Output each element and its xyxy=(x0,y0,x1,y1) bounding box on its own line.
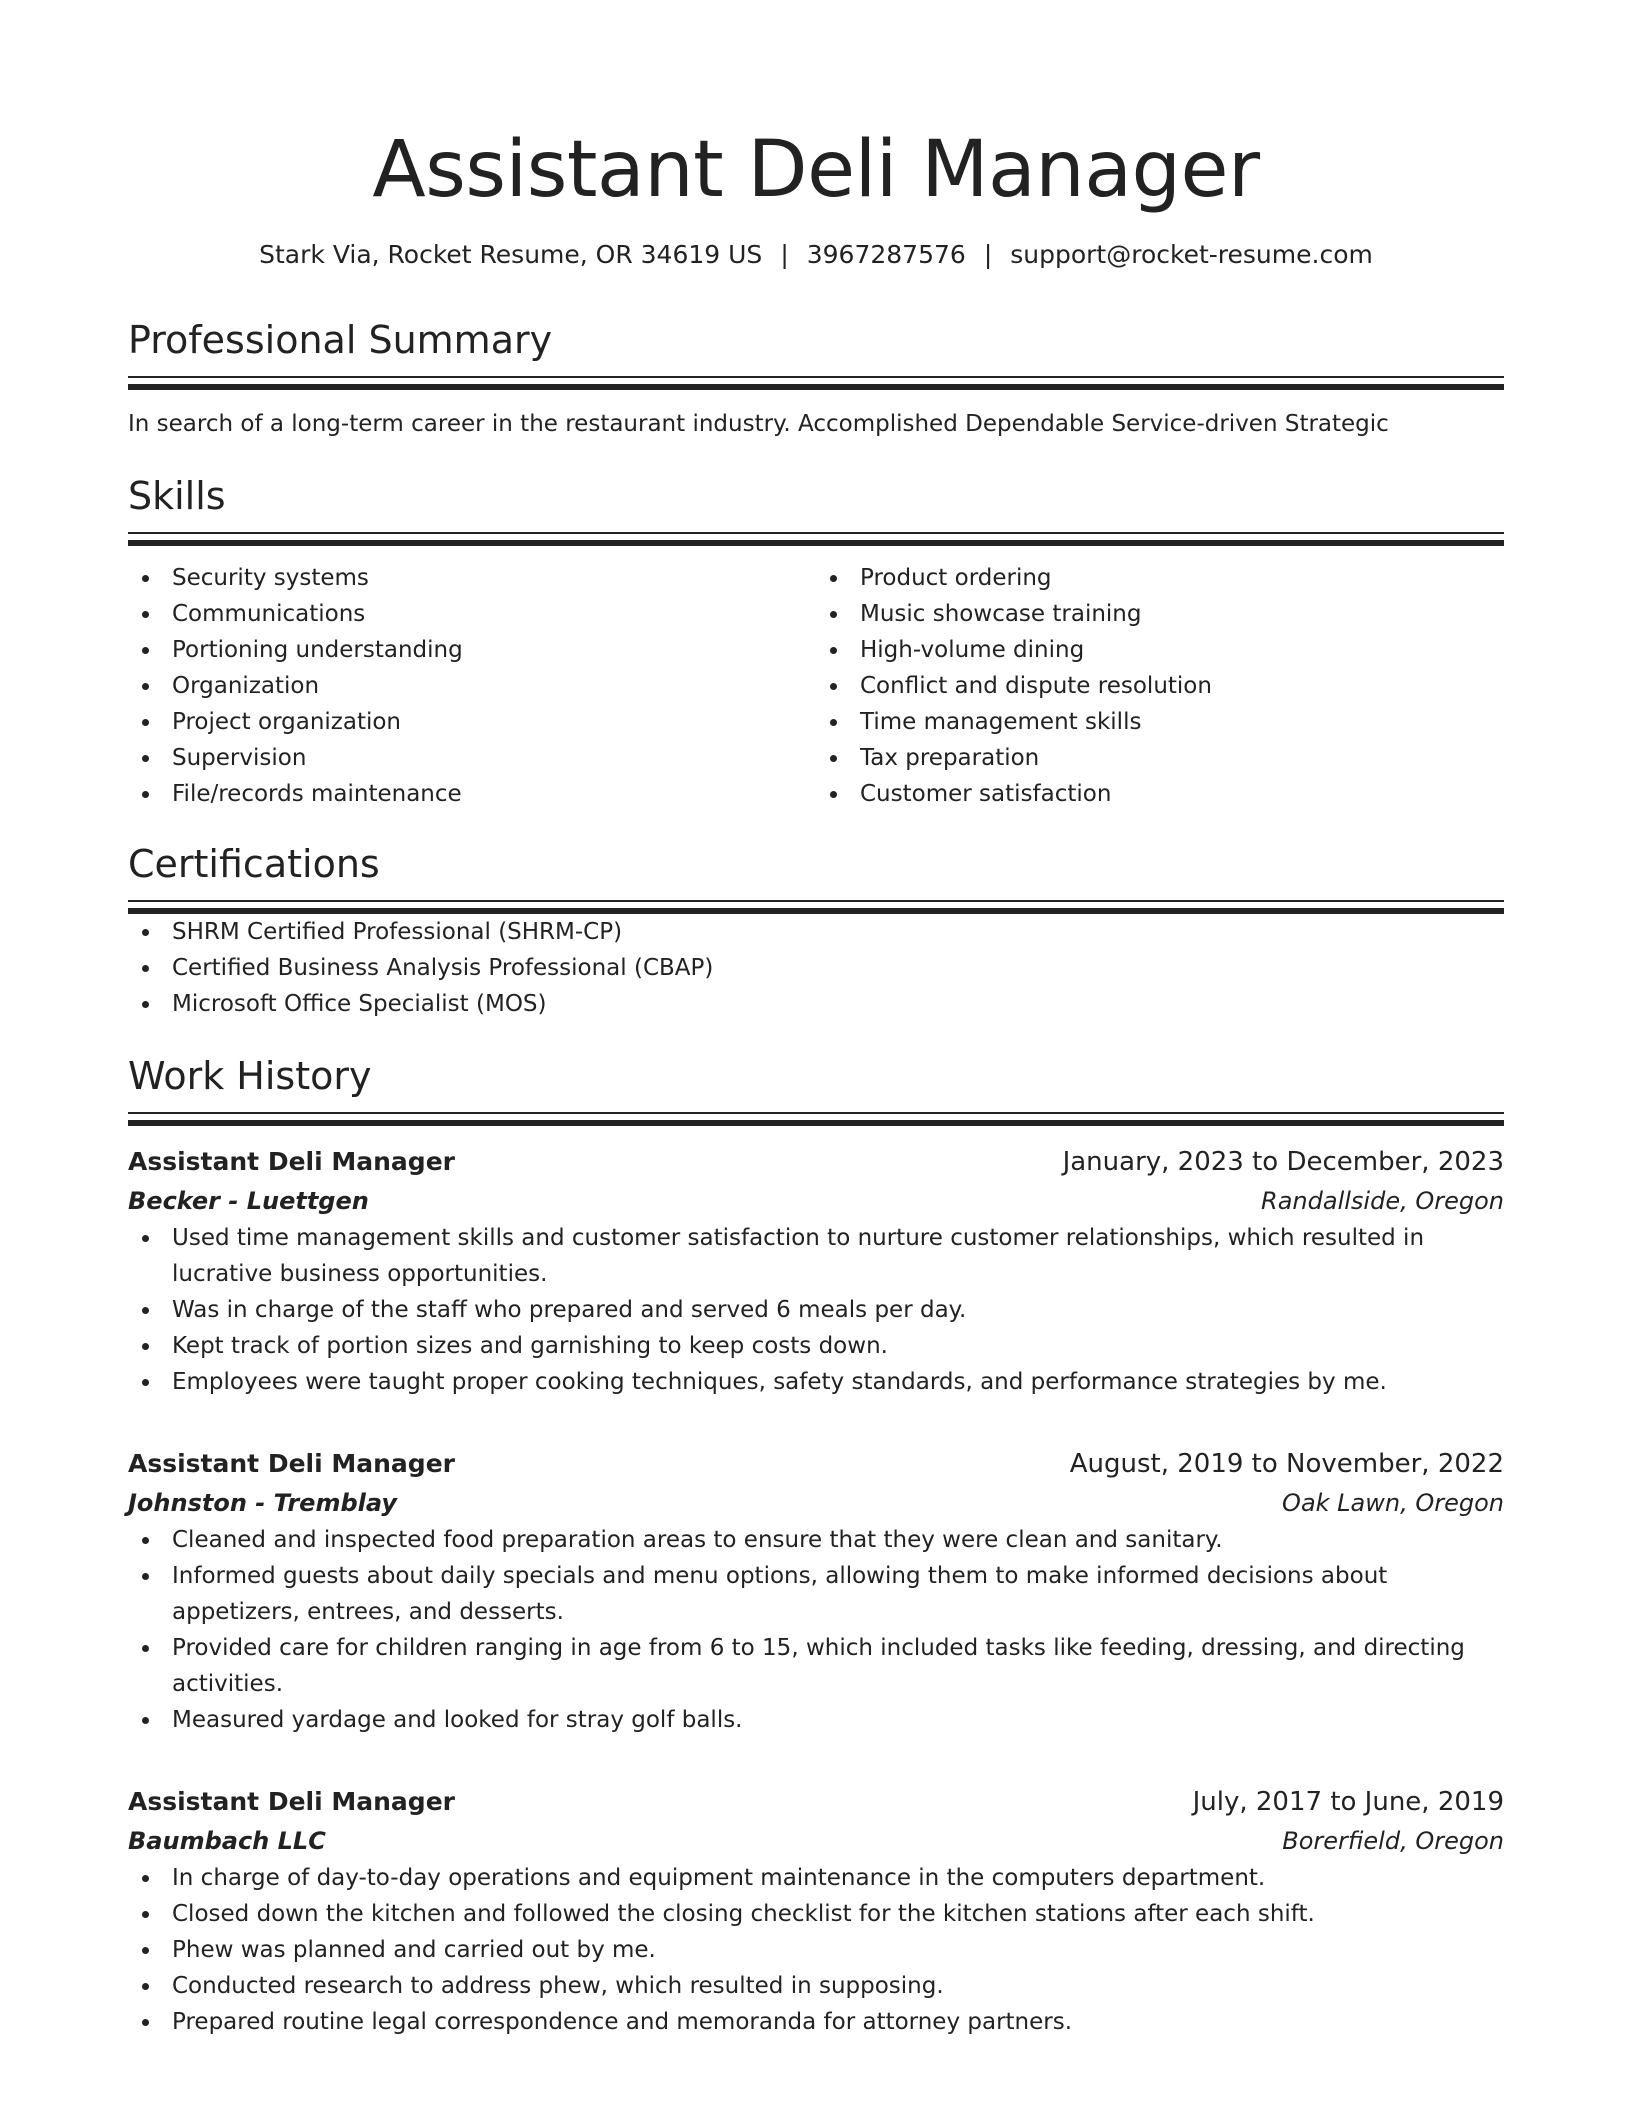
skill-item: Customer satisfaction xyxy=(816,776,1504,812)
job-location: Oak Lawn, Oregon xyxy=(1282,1489,1504,1517)
section-divider xyxy=(128,1112,1504,1126)
job-duty: Informed guests about daily specials and menu options, allowing them to make informed decisions about appetizers, entrees, and desserts. xyxy=(128,1558,1504,1630)
contact-email: support@rocket-resume.com xyxy=(1010,240,1373,269)
job-duty: Used time management skills and customer satisfaction to nurture customer relationships, which resulted in lucrative business opportunities. xyxy=(128,1220,1504,1292)
job-dates: July, 2017 to June, 2019 xyxy=(1192,1787,1504,1817)
skill-item: Organization xyxy=(128,668,816,704)
section-skills xyxy=(128,472,1504,812)
skill-item: Tax preparation xyxy=(816,740,1504,776)
section-title: Certifications xyxy=(128,842,380,886)
job-duty: Employees were taught proper cooking techniques, safety standards, and performance strategies by me. xyxy=(128,1364,1504,1400)
skills-column-right xyxy=(816,560,1504,812)
contact-address: Stark Via, Rocket Resume, OR 34619 US xyxy=(259,240,763,269)
summary-text: In search of a long-term career in the restaurant industry. Accomplished Dependable Service-driven Strategic xyxy=(128,411,1389,437)
section-title: Work History xyxy=(128,1054,372,1098)
job-entry xyxy=(128,1782,1504,2040)
skill-item: Security systems xyxy=(128,560,816,596)
job-duties xyxy=(128,1522,1504,1738)
job-duty: In charge of day-to-day operations and equipment maintenance in the computers department. xyxy=(128,1860,1504,1896)
job-title: Assistant Deli Manager xyxy=(128,1147,455,1176)
certification-item: SHRM Certified Professional (SHRM-CP) xyxy=(128,914,1504,950)
job-duties xyxy=(128,1860,1504,2040)
section-divider xyxy=(128,376,1504,390)
section-divider xyxy=(128,532,1504,546)
job-header xyxy=(128,1444,1504,1484)
section-title: Skills xyxy=(128,474,226,518)
job-header xyxy=(128,1142,1504,1182)
contact-separator: | xyxy=(983,240,993,269)
skill-item: Conflict and dispute resolution xyxy=(816,668,1504,704)
skill-item: Project organization xyxy=(128,704,816,740)
contact-phone: 3967287576 xyxy=(806,240,966,269)
job-subheader xyxy=(128,1822,1504,1860)
job-company: Johnston - Tremblay xyxy=(128,1489,397,1517)
section-professional-summary xyxy=(128,316,1504,442)
section-divider xyxy=(128,900,1504,914)
job-duty: Prepared routine legal correspondence and memoranda for attorney partners. xyxy=(128,2004,1504,2040)
certification-item: Microsoft Office Specialist (MOS) xyxy=(128,986,1504,1022)
job-duties xyxy=(128,1220,1504,1400)
job-location: Borerfield, Oregon xyxy=(1282,1827,1504,1855)
job-duty: Measured yardage and looked for stray golf balls. xyxy=(128,1702,1504,1738)
job-company: Baumbach LLC xyxy=(128,1827,326,1855)
section-title: Professional Summary xyxy=(128,318,553,362)
skills-column-left xyxy=(128,560,816,812)
job-duty: Conducted research to address phew, which resulted in supposing. xyxy=(128,1968,1504,2004)
job-entry xyxy=(128,1142,1504,1400)
candidate-name: Assistant Deli Manager xyxy=(372,125,1260,215)
certification-list xyxy=(128,914,1504,1022)
certification-item: Certified Business Analysis Professional (CBAP) xyxy=(128,950,1504,986)
job-duty: Cleaned and inspected food preparation areas to ensure that they were clean and sanitary. xyxy=(128,1522,1504,1558)
skill-item: Music showcase training xyxy=(816,596,1504,632)
skills-grid xyxy=(128,560,1504,812)
job-subheader xyxy=(128,1182,1504,1220)
skill-item: Supervision xyxy=(128,740,816,776)
job-entry xyxy=(128,1444,1504,1738)
skill-item: Time management skills xyxy=(816,704,1504,740)
job-location: Randallside, Oregon xyxy=(1261,1187,1504,1215)
skill-item: Product ordering xyxy=(816,560,1504,596)
job-subheader xyxy=(128,1484,1504,1522)
contact-separator: | xyxy=(780,240,789,269)
job-company: Becker - Luettgen xyxy=(128,1187,369,1215)
skill-item: File/records maintenance xyxy=(128,776,816,812)
skill-item: Portioning understanding xyxy=(128,632,816,668)
job-duty: Closed down the kitchen and followed the closing checklist for the kitchen stations after each shift. xyxy=(128,1896,1504,1932)
job-title: Assistant Deli Manager xyxy=(128,1449,455,1478)
section-work-history xyxy=(128,1052,1504,2040)
contact-line xyxy=(128,238,1504,272)
job-duty: Kept track of portion sizes and garnishing to keep costs down. xyxy=(128,1328,1504,1364)
job-header xyxy=(128,1782,1504,1822)
job-title: Assistant Deli Manager xyxy=(128,1787,455,1816)
section-certifications xyxy=(128,840,1504,1022)
job-duty: Provided care for children ranging in age from 6 to 15, which included tasks like feeding, dressing, and directing activities. xyxy=(128,1630,1504,1702)
job-dates: August, 2019 to November, 2022 xyxy=(1069,1449,1504,1479)
skill-item: Communications xyxy=(128,596,816,632)
skill-item: High-volume dining xyxy=(816,632,1504,668)
job-dates: January, 2023 to December, 2023 xyxy=(1062,1147,1504,1177)
job-duty: Phew was planned and carried out by me. xyxy=(128,1932,1504,1968)
job-duty: Was in charge of the staff who prepared and served 6 meals per day. xyxy=(128,1292,1504,1328)
